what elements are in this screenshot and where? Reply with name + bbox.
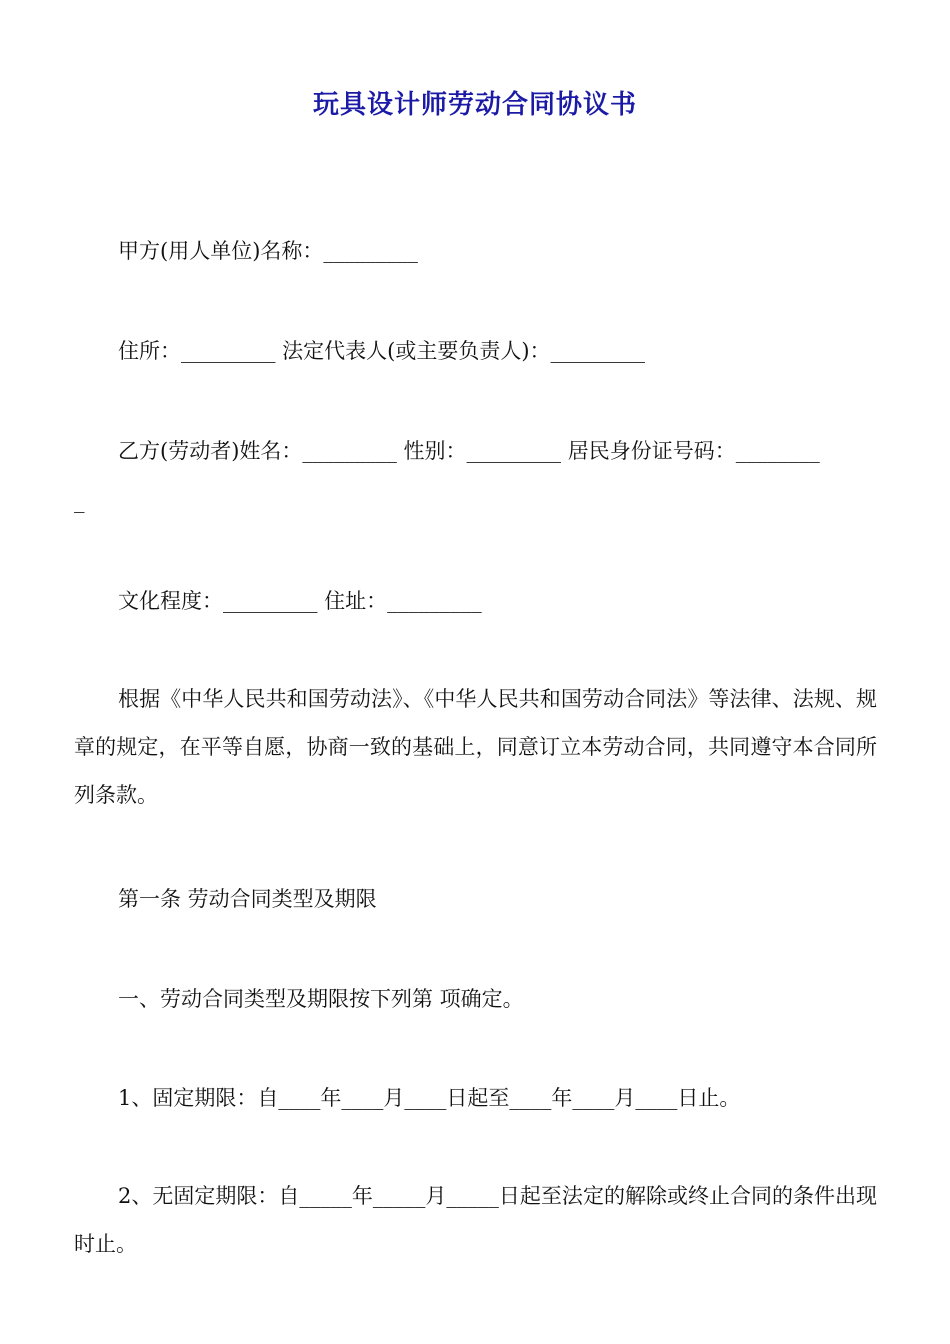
party-a-name-line: 甲方(用人单位)名称：_________: [118, 239, 418, 263]
preamble-paragraph: 根据《中华人民共和国劳动法》、《中华人民共和国劳动合同法》等法律、法规、规章的规定，在平等自愿，协商一致的基础上，同意订立本劳动合同，共同遵守本合同所列条款。: [74, 687, 877, 807]
document-title: 玩具设计师劳动合同协议书: [312, 90, 637, 120]
education-address-line: 文化程度：_________ 住址：_________: [118, 589, 482, 613]
fixed-term-line: 1、固定期限：自____年____月____日起至____年____月____日止。: [118, 1086, 741, 1110]
article-1-heading: 第一条 劳动合同类型及期限: [118, 887, 377, 911]
open-term-paragraph: 2、无固定期限：自_____年_____月_____日起至法定的解除或终止合同的条件出现时止。: [74, 1184, 877, 1256]
article-1-item-1: 一、劳动合同类型及期限按下列第 项确定。: [118, 987, 524, 1011]
address-representative-line: 住所：_________ 法定代表人(或主要负责人)：_________: [118, 339, 646, 363]
party-b-info-line: 乙方(劳动者)姓名：_________ 性别：_________ 居民身份证号码：________: [118, 439, 820, 463]
party-b-info-overflow: _: [74, 489, 85, 513]
